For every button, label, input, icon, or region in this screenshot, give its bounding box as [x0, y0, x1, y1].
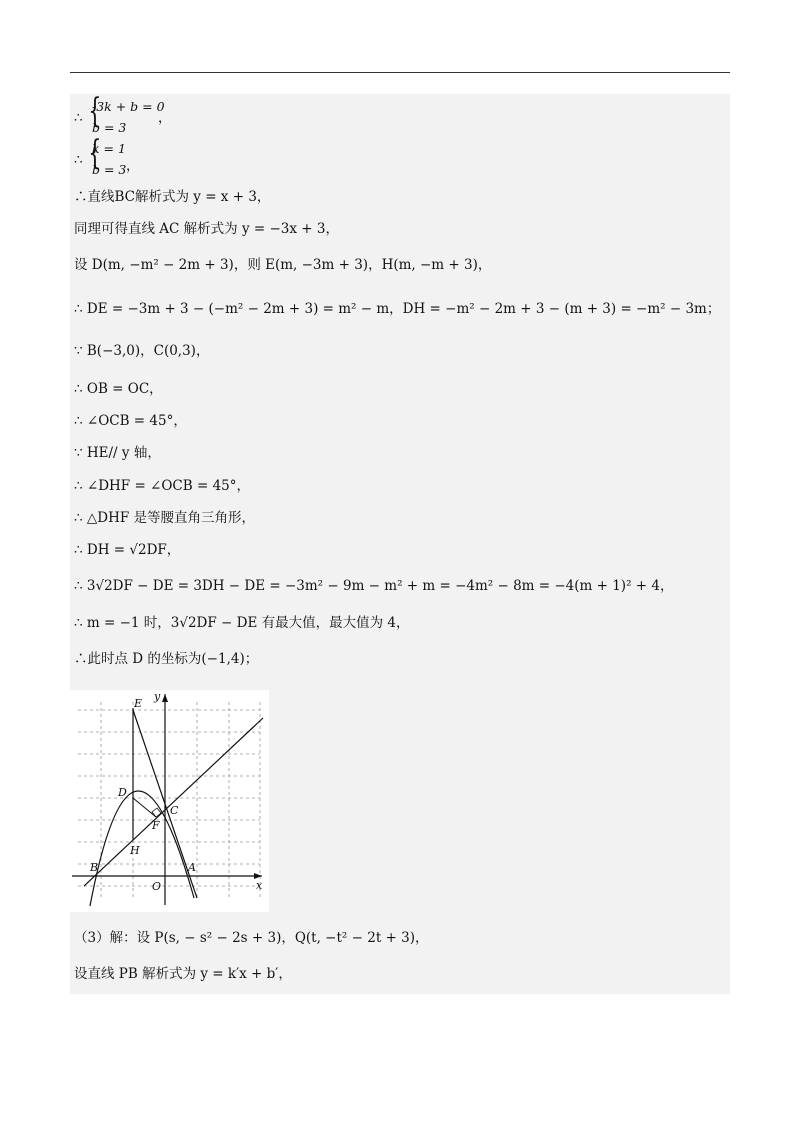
segment-df — [133, 798, 156, 817]
line-he-parallel: ∵ HE// y 轴， — [74, 445, 161, 461]
line-maximum: ∴ m = −1 时，3√2DF − DE 有最大值，最大值为 4， — [74, 615, 410, 631]
label-o: O — [152, 880, 162, 893]
line-angle-ocb: ∴ ∠OCB = 45°， — [74, 413, 187, 429]
punctuation: ， — [158, 110, 172, 126]
line-ob-oc: ∴ OB = OC， — [74, 381, 163, 397]
label-f: F — [152, 819, 160, 832]
label-d: D — [118, 786, 127, 799]
label-y: y — [154, 690, 161, 703]
label-h: H — [130, 844, 140, 857]
system-row: k = 1 — [92, 141, 126, 156]
line-bc: ∴直线BC解析式为 y = x + 3， — [74, 189, 271, 205]
label-c: C — [170, 804, 179, 817]
punctuation: ， — [126, 158, 140, 174]
system-row: b = 3 — [92, 162, 127, 177]
line-isosceles: ∴ △DHF 是等腰直角三角形， — [74, 510, 256, 526]
brace: { — [88, 91, 102, 131]
y-arrow-icon — [162, 694, 168, 702]
line-set-pq: （3）解：设 P(s, − s² − 2s + 3)，Q(t, −t² − 2t + 3)， — [74, 930, 429, 946]
parabola-figure — [70, 690, 269, 912]
line-expression: ∴ 3√2DF − DE = 3DH − DE = −3m² − 9m − m² + m = −4m² − 8m = −4(m + 1)² + 4， — [74, 578, 674, 594]
label-x: x — [256, 879, 263, 892]
line-de-dh: ∴ DE = −3m + 3 − (−m² − 2m + 3) = m² − m，DH = −m² − 2m + 3 − (m + 3) = −m² − 3m； — [74, 301, 721, 317]
line-set-d: 设 D(m, −m² − 2m + 3)，则 E(m, −3m + 3)，H(m, −m + 3)， — [74, 257, 492, 273]
label-b: B — [90, 861, 99, 874]
line-angle-dhf: ∴ ∠DHF = ∠OCB = 45°， — [74, 478, 251, 494]
therefore-symbol: ∴ — [74, 152, 83, 168]
system-row: -3k + b = 0 — [92, 99, 165, 114]
line-dh-df: ∴ DH = √2DF， — [74, 542, 181, 558]
line-ac: 同理可得直线 AC 解析式为 y = −3x + 3， — [74, 221, 339, 237]
line-bc-points: ∵ B(−3,0)，C(0,3)， — [74, 343, 210, 359]
header-rule — [70, 72, 730, 73]
equation-system-2 — [74, 133, 274, 177]
system-row: b = 3 — [92, 120, 127, 135]
line-bc-drawn — [84, 718, 263, 886]
therefore-symbol: ∴ — [74, 110, 83, 126]
brace: { — [88, 133, 102, 173]
line-d-coords: ∴此时点 D 的坐标为(−1,4)； — [74, 651, 259, 667]
line-pb: 设直线 PB 解析式为 y = k′x + b′， — [74, 966, 292, 982]
equation-system-1 — [74, 91, 274, 135]
grid — [78, 702, 260, 900]
label-a: A — [188, 861, 196, 874]
label-e: E — [134, 697, 143, 710]
solution-content — [70, 91, 730, 994]
